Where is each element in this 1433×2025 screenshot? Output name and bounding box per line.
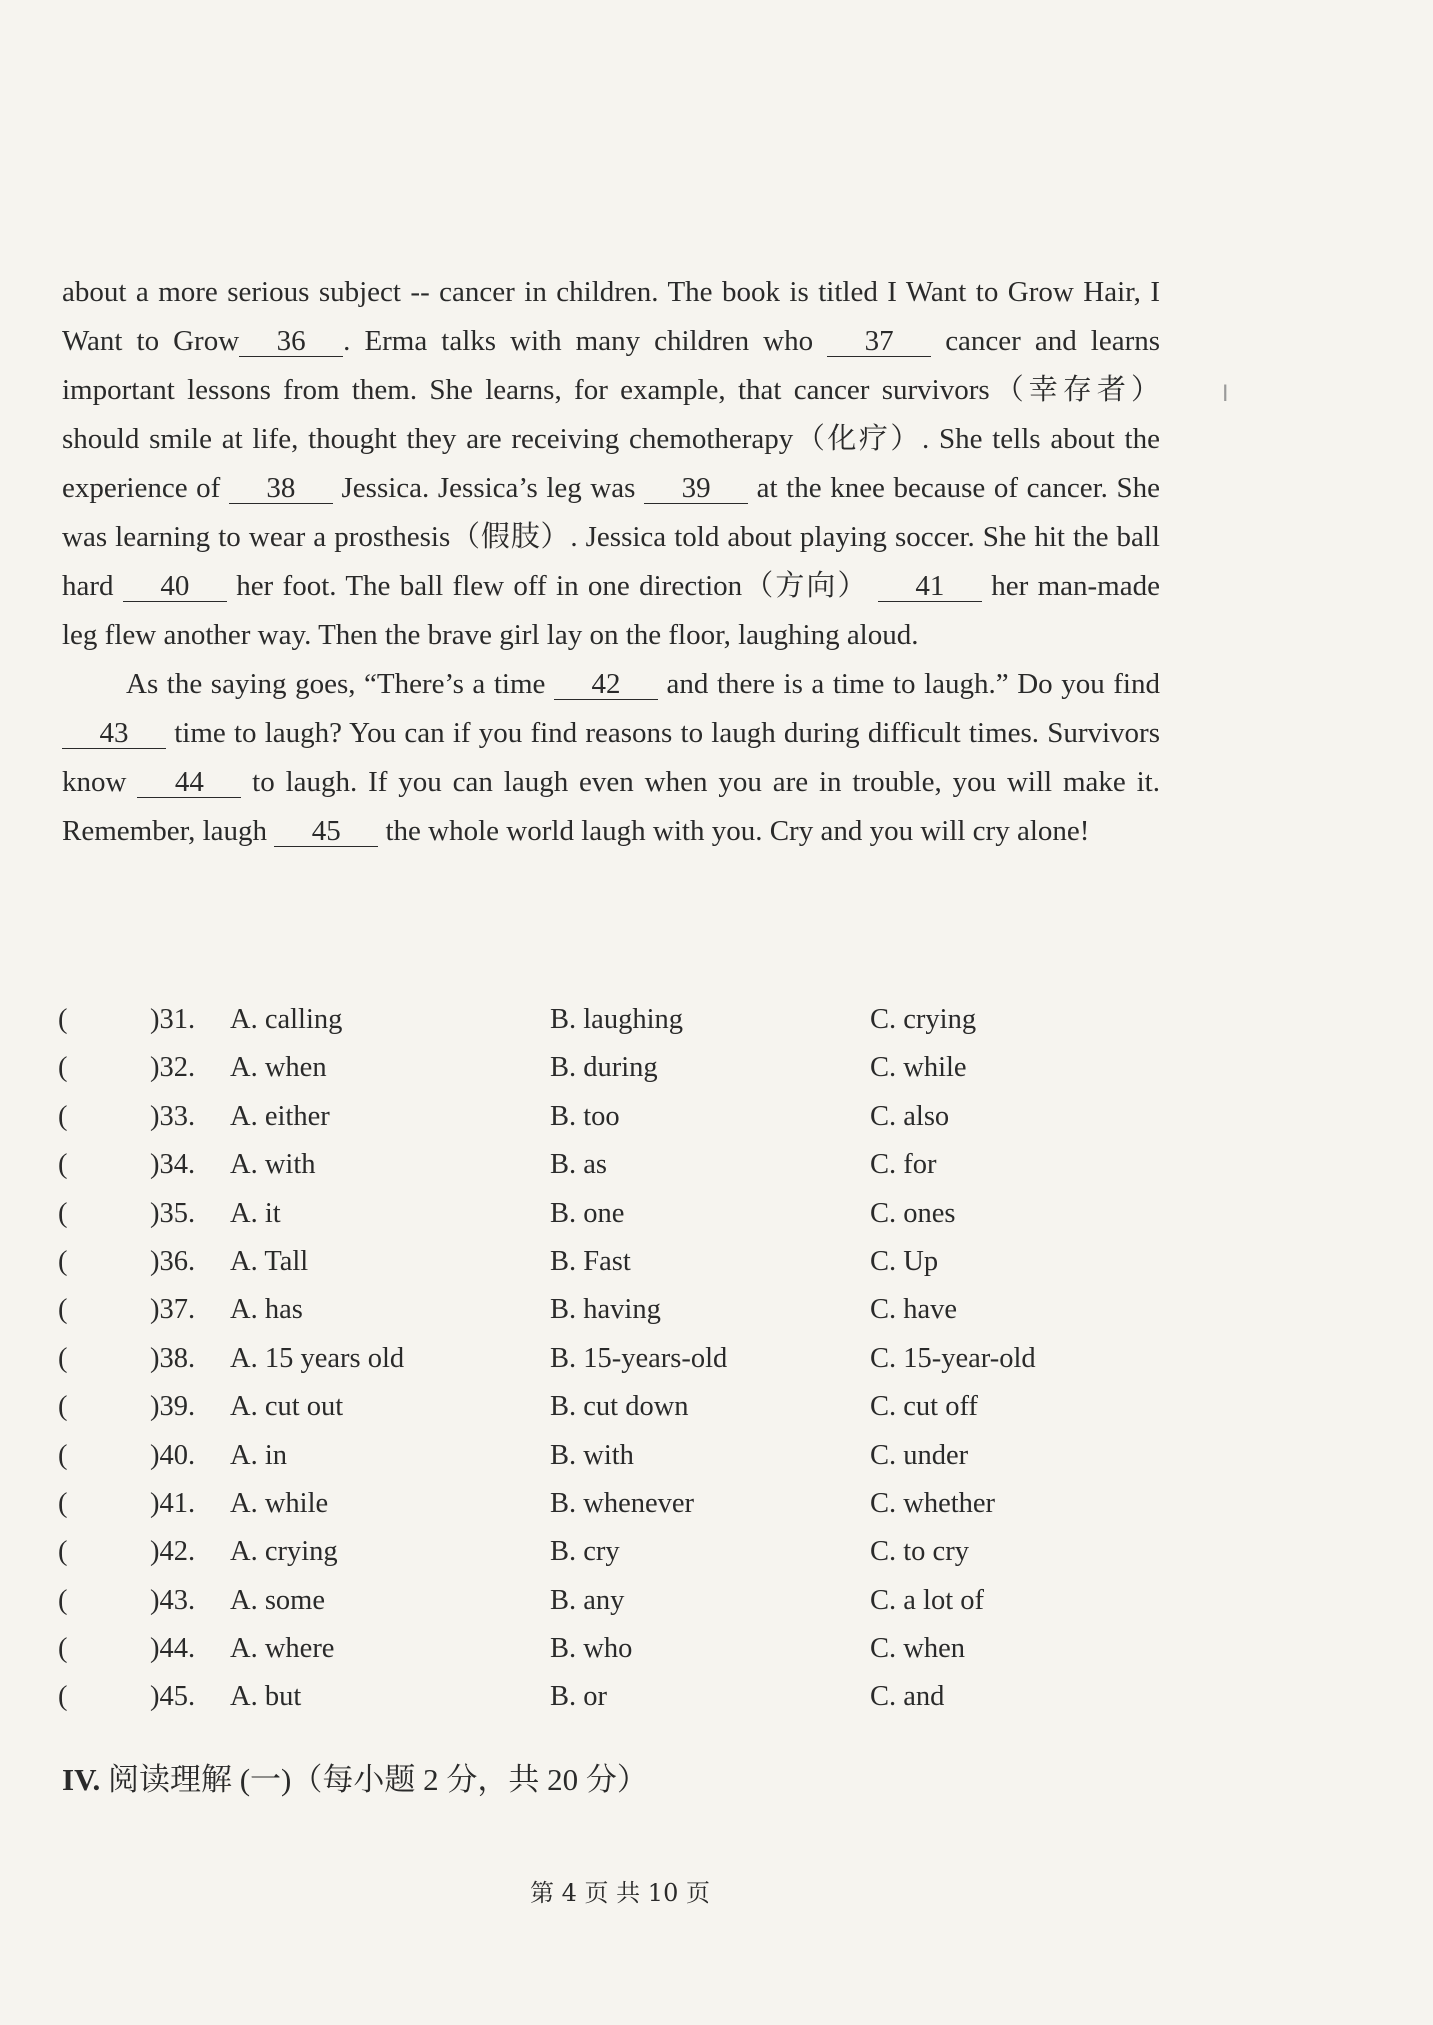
option-c: C. while bbox=[870, 1052, 967, 1084]
passage-text: cancer and learns important lessons from them. She learns, for example, that cancer survivors（幸存者）should smile at life, thought they are receiving chemotherapy（化疗）. She tells about the experience of bbox=[62, 325, 1161, 504]
option-c: C. Up bbox=[870, 1245, 939, 1277]
question-number: )40. bbox=[150, 1439, 196, 1471]
option-a: A. in bbox=[230, 1439, 287, 1471]
question-number: )44. bbox=[150, 1633, 196, 1665]
option-b: B. cry bbox=[550, 1536, 620, 1568]
question-number: )33. bbox=[150, 1100, 196, 1132]
option-b: B. having bbox=[550, 1294, 661, 1326]
question-row bbox=[58, 1625, 1098, 1673]
option-a: A. some bbox=[230, 1584, 325, 1616]
passage-paragraph bbox=[62, 268, 1160, 660]
option-a: A. crying bbox=[230, 1536, 338, 1568]
answer-paren[interactable]: ( bbox=[58, 1004, 68, 1035]
passage-text: to laugh. If you can laugh even when you are in trouble, you will make it. Remember, laugh bbox=[62, 766, 1160, 847]
cloze-blank: 39 bbox=[644, 473, 748, 504]
option-b: B. with bbox=[550, 1439, 634, 1471]
question-number: )43. bbox=[150, 1584, 196, 1616]
option-b: B. 15-years-old bbox=[550, 1342, 728, 1374]
question-row bbox=[58, 1673, 1098, 1721]
cloze-passage bbox=[62, 268, 1160, 856]
option-c: C. a lot of bbox=[870, 1584, 984, 1616]
question-row bbox=[58, 1577, 1098, 1625]
option-b: B. or bbox=[550, 1681, 607, 1713]
option-a: A. calling bbox=[230, 1004, 343, 1035]
option-c: C. to cry bbox=[870, 1536, 969, 1568]
option-b: B. cut down bbox=[550, 1391, 689, 1423]
passage-text: at the knee because of cancer. She was learning to wear a prosthesis（假肢）. Jessica told about playing soccer. She hit the ball hard bbox=[62, 472, 1161, 602]
answer-paren[interactable]: ( bbox=[58, 1633, 68, 1665]
cloze-blank: 40 bbox=[123, 571, 227, 602]
question-row bbox=[58, 1335, 1098, 1383]
option-c: C. for bbox=[870, 1149, 937, 1181]
option-c: C. under bbox=[870, 1439, 969, 1471]
option-a: A. where bbox=[230, 1633, 335, 1665]
passage-text: about a more serious subject -- cancer in children. The book is titled I Want to Grow Hair, I Want to Grow bbox=[62, 276, 1160, 357]
option-a: A. cut out bbox=[230, 1391, 344, 1423]
question-row bbox=[58, 1383, 1098, 1431]
question-number: )45. bbox=[150, 1681, 196, 1713]
question-number: )39. bbox=[150, 1391, 196, 1423]
option-a: A. it bbox=[230, 1197, 281, 1229]
answer-paren[interactable]: ( bbox=[58, 1391, 68, 1423]
cloze-blank: 38 bbox=[229, 473, 333, 504]
section-heading bbox=[62, 1760, 648, 1800]
option-c: C. ones bbox=[870, 1197, 956, 1229]
question-number: )32. bbox=[150, 1052, 196, 1084]
cloze-blank: 45 bbox=[274, 816, 378, 847]
option-a: A. when bbox=[230, 1052, 327, 1084]
option-c: C. whether bbox=[870, 1487, 996, 1519]
question-row bbox=[58, 1141, 1098, 1189]
option-a: A. has bbox=[230, 1294, 303, 1326]
option-b: B. whenever bbox=[550, 1487, 695, 1519]
question-row bbox=[58, 1093, 1098, 1141]
passage-paragraph bbox=[62, 660, 1160, 856]
question-number: )41. bbox=[150, 1487, 196, 1519]
option-c: C. 15-year-old bbox=[870, 1342, 1036, 1374]
option-b: B. during bbox=[550, 1052, 658, 1084]
cloze-blank: 37 bbox=[827, 326, 931, 357]
answer-paren[interactable]: ( bbox=[58, 1197, 68, 1229]
question-row bbox=[58, 1432, 1098, 1480]
question-number: )38. bbox=[150, 1342, 196, 1374]
answer-paren[interactable]: ( bbox=[58, 1149, 68, 1181]
answer-paren[interactable]: ( bbox=[58, 1487, 68, 1519]
question-row bbox=[58, 1190, 1098, 1238]
cloze-blank: 36 bbox=[239, 326, 343, 357]
answer-paren[interactable]: ( bbox=[58, 1681, 68, 1713]
section-title: 阅读理解 (一)（每小题 2 分，共 20 分） bbox=[100, 1762, 648, 1797]
question-number: )37. bbox=[150, 1294, 196, 1326]
passage-text: and there is a time to laugh.” Do you find bbox=[657, 668, 1160, 700]
answer-paren[interactable]: ( bbox=[58, 1536, 68, 1568]
option-b: B. as bbox=[550, 1149, 607, 1181]
question-number: )35. bbox=[150, 1197, 196, 1229]
option-a: A. either bbox=[230, 1100, 330, 1132]
question-row bbox=[58, 1286, 1098, 1334]
question-number: )34. bbox=[150, 1149, 196, 1181]
option-a: A. but bbox=[230, 1681, 302, 1713]
question-number: )31. bbox=[150, 1004, 196, 1035]
margin-mark: I bbox=[1222, 382, 1229, 407]
question-row bbox=[58, 996, 1098, 1044]
passage-text: her foot. The ball flew off in one direction（方向） bbox=[226, 570, 878, 602]
option-b: B. too bbox=[550, 1100, 620, 1132]
question-row bbox=[58, 1238, 1098, 1286]
option-c: C. when bbox=[870, 1633, 965, 1665]
answer-paren[interactable]: ( bbox=[58, 1100, 68, 1132]
answer-paren[interactable]: ( bbox=[58, 1439, 68, 1471]
question-number: )36. bbox=[150, 1245, 196, 1277]
cloze-blank: 41 bbox=[878, 571, 982, 602]
cloze-blank: 42 bbox=[554, 669, 658, 700]
option-a: A. while bbox=[230, 1487, 329, 1519]
passage-text: As the saying goes, “There’s a time bbox=[126, 668, 554, 700]
answer-paren[interactable]: ( bbox=[58, 1342, 68, 1374]
option-c: C. cut off bbox=[870, 1391, 978, 1423]
section-number: IV. bbox=[62, 1762, 101, 1797]
question-list bbox=[58, 996, 1098, 1722]
answer-paren[interactable]: ( bbox=[58, 1584, 68, 1616]
option-b: B. laughing bbox=[550, 1004, 683, 1035]
option-c: C. also bbox=[870, 1100, 950, 1132]
option-a: A. with bbox=[230, 1149, 316, 1181]
passage-text: time to laugh? You can if you find reasons to laugh during difficult times. Survivors know bbox=[62, 717, 1160, 798]
question-row bbox=[58, 1528, 1098, 1576]
option-b: B. one bbox=[550, 1197, 625, 1229]
option-b: B. any bbox=[550, 1584, 625, 1616]
question-row bbox=[58, 1480, 1098, 1528]
passage-text: Jessica. Jessica’s leg was bbox=[332, 472, 645, 504]
option-c: C. have bbox=[870, 1294, 958, 1326]
passage-text: her man-made leg flew another way. Then the brave girl lay on the floor, laughing aloud. bbox=[62, 570, 1160, 651]
page-footer: 第 4 页 共 10 页 bbox=[530, 1879, 710, 1907]
passage-text: the whole world laugh with you. Cry and you will cry alone! bbox=[378, 815, 1090, 847]
cloze-blank: 43 bbox=[62, 718, 166, 749]
option-c: C. crying bbox=[870, 1004, 977, 1035]
option-b: B. who bbox=[550, 1633, 633, 1665]
option-c: C. and bbox=[870, 1681, 945, 1713]
option-a: A. Tall bbox=[230, 1245, 309, 1277]
answer-paren[interactable]: ( bbox=[58, 1052, 68, 1084]
option-a: A. 15 years old bbox=[230, 1342, 405, 1374]
question-row bbox=[58, 1044, 1098, 1092]
option-b: B. Fast bbox=[550, 1245, 631, 1277]
cloze-blank: 44 bbox=[137, 767, 241, 798]
answer-paren[interactable]: ( bbox=[58, 1245, 68, 1277]
question-number: )42. bbox=[150, 1536, 196, 1568]
answer-paren[interactable]: ( bbox=[58, 1294, 68, 1326]
passage-text: . Erma talks with many children who bbox=[343, 325, 828, 357]
